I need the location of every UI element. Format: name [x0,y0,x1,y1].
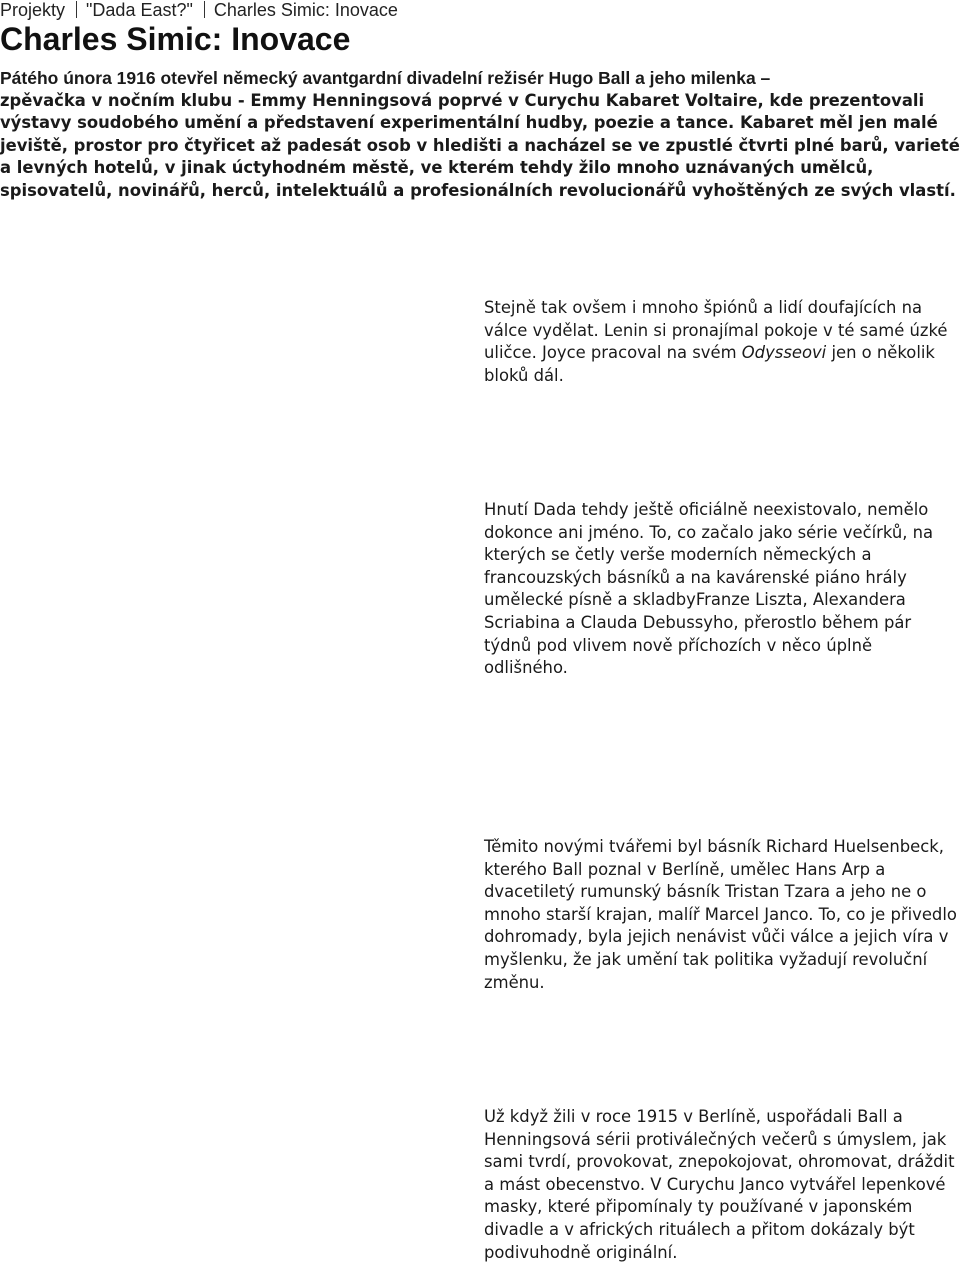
intro-body-text: zpěvačka v nočním klubu - Emmy Henningsová poprvé v Curychu Kabaret Voltaire, kde prezentovali výstavy soudobého umění a představení experimentální hudby, poezie a tance. Kabaret měl jen malé jeviště, prostor pro čtyřicet až padesát osob v hledišti a nacházel se ve zpustlé čtvrti plné barů, varieté a levných hotelů, v jinak úctyhodném městě, ve kterém tehdy žilo mnoho uznávaných umělců, spisovatelů, novinářů, herců, intelektuálů a profesionálních revolucionářů vyhoštěných ze svých vlastí. [0,90,960,200]
breadcrumb-separator [204,1,205,18]
odysseus-title: Odysseovi [741,343,827,363]
paragraph-dada-origin: Hnutí Dada tehdy ještě oficiálně neexistovalo, nemělo dokonce ani jméno. To, co začalo jako série večírků, na kterých se četly verše moderních německých a francouzských básníků a na kavárenské piáno hrály umělecké písně a skladbyFranze Liszta, Alexandera Scriabina a Clauda Debussyho, přerostlo během pár týdnů pod vlivem nově příchozích v něco úplně odlišného. [484,500,934,678]
intro-paragraph [0,67,960,203]
breadcrumb [0,0,398,22]
breadcrumb-link-projekty[interactable]: Projekty [0,0,66,20]
page-title: Charles Simic: Inovace [0,21,351,57]
paragraph-new-faces: Těmito novými tvářemi byl básník Richard Huelsenbeck, kterého Ball poznal v Berlíně, umělec Hans Arp a dvacetiletý rumunský básník Tristan Tzara a jeho ne o mnoho starší krajan, malíř Marcel Janco. To, co je přivedlo dohromady, byla jejich nenávist vůči válce a jejich víra v myšlenku, že jak umění tak politika vyžadují revoluční změnu. [484,837,957,992]
breadcrumb-separator [76,1,77,18]
paragraph-berlin-evenings: Už když žili v roce 1915 v Berlíně, uspořádali Ball a Henningsová sérii protiválečných večerů s úmyslem, jak sami tvrdí, provokovat, znepokojovat, ohromovat, dráždit a mást obecenstvo. V Curychu Janco vytvářel lepenkové masky, které připomínaly ty používané v japonském divadle a v afrických rituálech a přitom dokázaly být podivuhodně originální. [484,1107,955,1262]
intro-lead-line: Pátého února 1916 otevřel německý avantgardní divadelní režisér Hugo Ball a jeho milenka – [0,68,771,88]
breadcrumb-link-dada-east[interactable]: "Dada East?" [86,0,193,20]
paragraph-spies [484,297,960,387]
paragraph-spies-text: Stejně tak ovšem i mnoho špiónů a lidí doufajících na válce vydělat. Lenin si pronajímal pokoje v té samé úzké uličce. Joyce pracoval na svém [484,298,948,363]
paragraph-spies-end: jen o několik bloků dál. [484,343,935,385]
breadcrumb-link-current-page[interactable]: Charles Simic: Inovace [213,0,398,20]
